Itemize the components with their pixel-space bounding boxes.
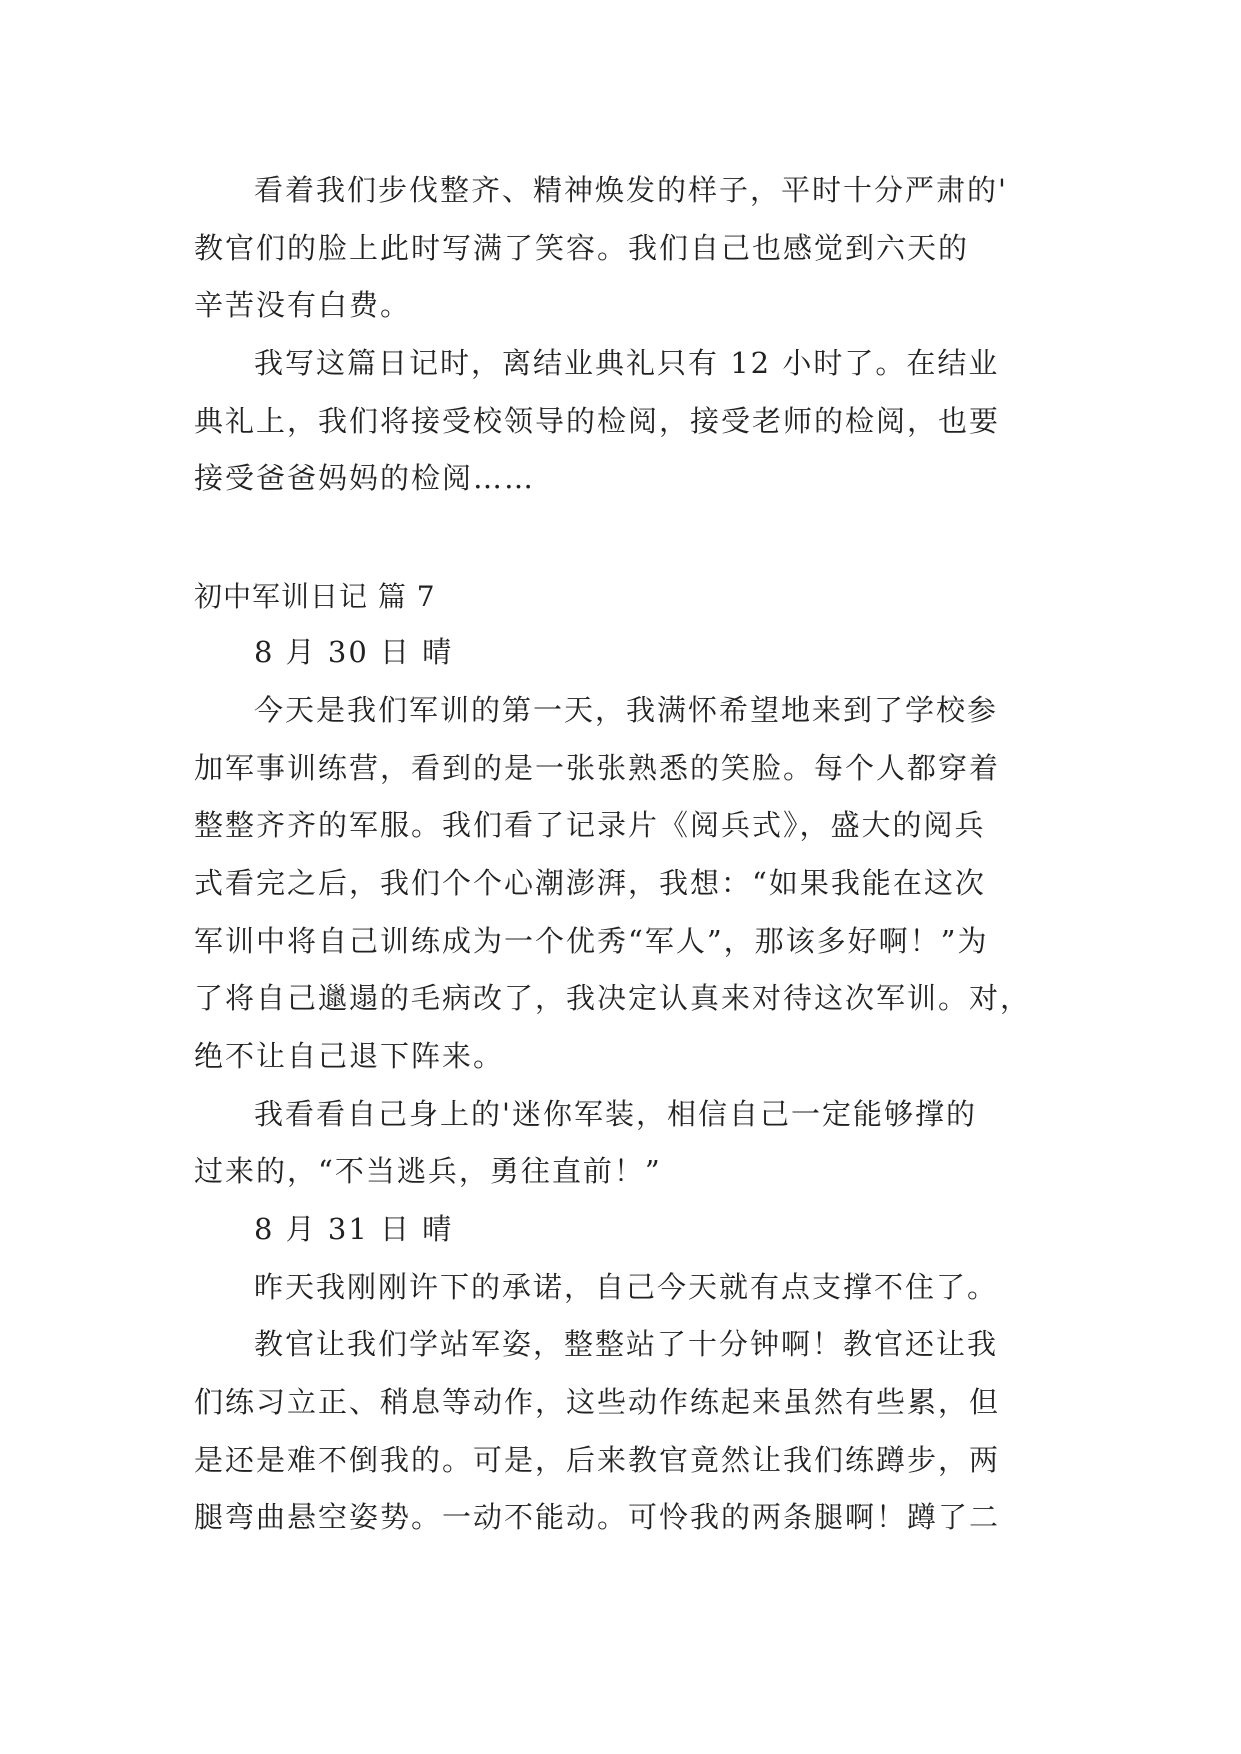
- text-line: 今天是我们军训的第一天，我满怀希望地来到了学校参: [254, 693, 999, 727]
- text-line: 教官们的脸上此时写满了笑容。我们自己也感觉到六天的: [194, 231, 970, 265]
- text-line: 看着我们步伐整齐、精神焕发的样子，平时十分严肃的': [254, 173, 1008, 207]
- text-line: 式看完之后，我们个个心潮澎湃，我想：“如果我能在这次: [194, 866, 986, 900]
- text-line: 加军事训练营，看到的是一张张熟悉的笑脸。每个人都穿着: [194, 751, 1001, 785]
- section-heading: 初中军训日记 篇 7: [194, 580, 436, 613]
- text-line: 了将自己邋遢的毛病改了，我决定认真来对待这次军训。对，: [194, 981, 1032, 1015]
- text-line: 我看看自己身上的'迷你军装，相信自己一定能够撑的: [254, 1097, 977, 1131]
- text-line: 我写这篇日记时，离结业典礼只有 12 小时了。在结业: [254, 346, 1000, 380]
- entry-date: 8 月 30 日 晴: [254, 635, 454, 669]
- text-line: 接受爸爸妈妈的检阅……: [194, 461, 536, 495]
- text-line: 典礼上，我们将接受校领导的检阅，接受老师的检阅，也要: [194, 404, 1001, 438]
- text-line: 军训中将自己训练成为一个优秀“军人”，那该多好啊！”为: [194, 924, 989, 958]
- entry-date: 8 月 31 日 晴: [254, 1212, 454, 1246]
- text-line: 是还是难不倒我的。可是，后来教官竟然让我们练蹲步，两: [194, 1443, 1001, 1477]
- text-line: 们练习立正、稍息等动作，这些动作练起来虽然有些累，但: [194, 1385, 1001, 1419]
- text-line: 教官让我们学站军姿，整整站了十分钟啊！教官还让我: [254, 1327, 999, 1361]
- text-line: 整整齐齐的军服。我们看了记录片《阅兵式》，盛大的阅兵: [194, 808, 986, 842]
- text-line: 腿弯曲悬空姿势。一动不能动。可怜我的两条腿啊！蹲了二: [194, 1500, 1001, 1534]
- text-line: 绝不让自己退下阵来。: [194, 1039, 505, 1073]
- text-line: 过来的，“不当逃兵，勇往直前！”: [194, 1154, 662, 1188]
- text-line: 昨天我刚刚许下的承诺，自己今天就有点支撑不住了。: [254, 1270, 999, 1304]
- text-line: 辛苦没有白费。: [194, 288, 412, 322]
